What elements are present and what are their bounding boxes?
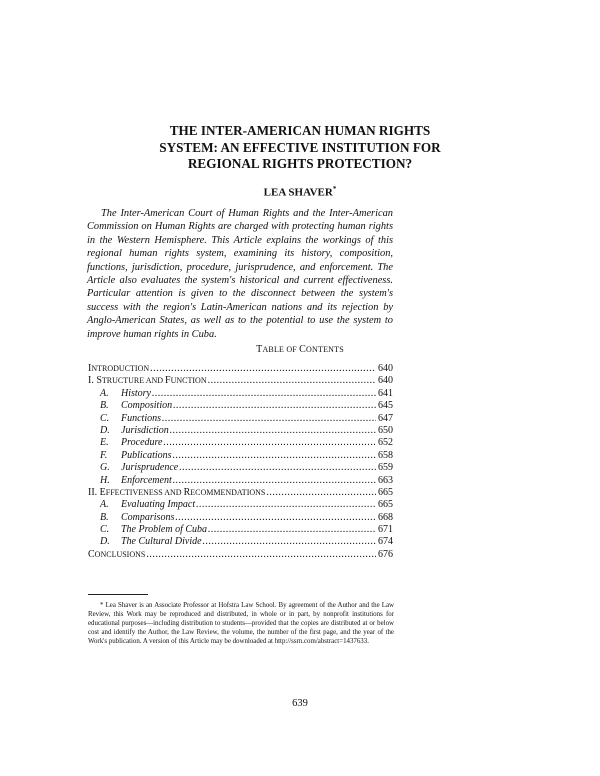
toc-entry[interactable] xyxy=(88,499,393,511)
toc-entry-number: C. xyxy=(100,412,110,424)
toc-entry[interactable] xyxy=(88,475,393,487)
toc-leader-dots xyxy=(150,363,376,375)
toc-entry-page: 645 xyxy=(378,400,393,412)
toc-entry-label: Jurisprudence xyxy=(121,462,179,474)
toc-entry[interactable] xyxy=(88,413,393,425)
toc-entry-number: B. xyxy=(100,400,109,412)
toc-entry[interactable] xyxy=(88,549,393,561)
toc-entry-number: D. xyxy=(100,536,110,548)
toc-leader-dots xyxy=(162,413,376,425)
toc-entry-page: 641 xyxy=(378,387,393,399)
toc-entry-label: Comparisons xyxy=(121,511,175,523)
toc-entry-label: Publications xyxy=(121,449,172,461)
toc-entry[interactable] xyxy=(88,487,393,499)
title-line: THE INTER-AMERICAN HUMAN RIGHTS xyxy=(169,123,431,138)
toc-entry[interactable] xyxy=(88,425,393,437)
toc-leader-dots xyxy=(175,512,376,524)
toc-entry-page: 674 xyxy=(378,536,393,548)
toc-leader-dots xyxy=(196,499,376,511)
toc-entry-page: 665 xyxy=(378,499,393,511)
toc-entry[interactable] xyxy=(88,524,393,536)
toc-entry-label: Procedure xyxy=(121,437,163,449)
toc-leader-dots xyxy=(170,425,376,437)
toc-entry-label: Enforcement xyxy=(121,474,172,486)
article-title xyxy=(60,123,540,173)
toc-entry[interactable] xyxy=(88,437,393,449)
toc-entry-number: H. xyxy=(100,474,110,486)
toc-entry[interactable] xyxy=(88,512,393,524)
author-footnote: * Lea Shaver is an Associate Professor at Hofstra Law School. By agreement of the Author and the Law Review, this Work may be reproduced and distributed, in whole or in part, by nonprofit institutions for educational purposes—including distribution to students—provided that the copies are distributed at or below cost and identify the Author, the Law Review, the volume, the number of the first page, and the year of the Work's publication. A version of this Article may be downloaded at http://ssrn.com/abstract=1437633. xyxy=(88,602,394,645)
toc-entry-number: D. xyxy=(100,424,110,436)
author-name: LEA SHAVER xyxy=(263,186,333,199)
toc-entry-number: F. xyxy=(100,449,108,461)
toc-entry-label: Jurisdiction xyxy=(121,424,169,436)
toc-entry[interactable] xyxy=(88,363,393,375)
toc-entry[interactable] xyxy=(88,536,393,548)
page-number: 639 xyxy=(292,698,308,709)
toc-heading: TABLE OF CONTENTS xyxy=(256,344,344,355)
toc-entry-page: 668 xyxy=(378,511,393,523)
toc-entry-number: A. xyxy=(100,387,109,399)
toc-entry-number: E. xyxy=(100,437,109,449)
toc-entry-number: B. xyxy=(100,511,109,523)
toc-leader-dots xyxy=(208,375,376,387)
title-line: REGIONAL RIGHTS PROTECTION? xyxy=(187,156,413,171)
author-line xyxy=(60,185,540,199)
toc-entry-label: Functions xyxy=(121,412,161,424)
toc-leader-dots xyxy=(203,536,376,548)
toc-entry-number: G. xyxy=(100,462,110,474)
toc-entry-page: 640 xyxy=(378,375,393,387)
toc-entry-label: History xyxy=(121,387,151,399)
footnote-separator xyxy=(88,594,148,595)
toc-leader-dots xyxy=(146,549,376,561)
toc-leader-dots xyxy=(173,400,376,412)
toc-leader-dots xyxy=(152,388,376,400)
abstract: The Inter-American Court of Human Rights and the Inter-American Commission on Human Rights are charged with protecting human rights in the Western Hemisphere. This Article explains the workings of this regional human rights system, examining its history, composition, functions, jurisdiction, procedure, jurisprudence, and enforcement. The Article also evaluates the system's historical and current effectiveness. Particular attention is given to the disconnect between the system's success with the region's Latin-American nations and its rejection by Anglo-American States, as well as to the potential to use the system to improve human rights in Cuba. xyxy=(87,208,393,340)
toc-leader-dots xyxy=(173,475,376,487)
toc-entry-label: CONCLUSIONS xyxy=(88,548,146,560)
toc-entry[interactable] xyxy=(88,388,393,400)
toc-entry-label: Composition xyxy=(121,400,173,412)
toc-entry-page: 665 xyxy=(378,486,393,498)
toc-entry-page: 658 xyxy=(378,449,393,461)
toc-entry[interactable] xyxy=(88,400,393,412)
title-line: SYSTEM: AN EFFECTIVE INSTITUTION FOR xyxy=(159,139,441,155)
toc-entry-page: 640 xyxy=(378,363,393,374)
toc-leader-dots xyxy=(179,462,376,474)
author-footnote-mark: * xyxy=(332,185,337,193)
toc-entry-number: C. xyxy=(100,524,110,536)
toc-entry-page: 650 xyxy=(378,424,393,436)
toc-entry[interactable] xyxy=(88,375,393,387)
toc-entry-label: The Problem of Cuba xyxy=(121,524,208,536)
toc-entry-label: I. STRUCTURE AND FUNCTION xyxy=(88,375,207,387)
toc-entry-page: 671 xyxy=(378,524,393,536)
toc-entry-label: INTRODUCTION xyxy=(88,363,150,374)
toc-entry-page: 652 xyxy=(378,437,393,449)
toc-leader-dots xyxy=(266,487,376,499)
toc-entry-page: 647 xyxy=(378,412,393,424)
toc-entry-page: 659 xyxy=(378,462,393,474)
toc-entry[interactable] xyxy=(88,450,393,462)
toc-leader-dots xyxy=(173,450,376,462)
table-of-contents xyxy=(88,363,393,561)
toc-entry-label: Evaluating Impact xyxy=(121,499,196,511)
toc-entry-number: A. xyxy=(100,499,109,511)
toc-entry-label: The Cultural Divide xyxy=(121,536,202,548)
toc-entry-page: 676 xyxy=(378,548,393,560)
toc-entry-label: II. EFFECTIVENESS AND RECOMMENDATIONS xyxy=(88,486,266,498)
toc-leader-dots xyxy=(208,524,376,536)
toc-entry[interactable] xyxy=(88,462,393,474)
toc-leader-dots xyxy=(163,437,376,449)
toc-entry-page: 663 xyxy=(378,474,393,486)
